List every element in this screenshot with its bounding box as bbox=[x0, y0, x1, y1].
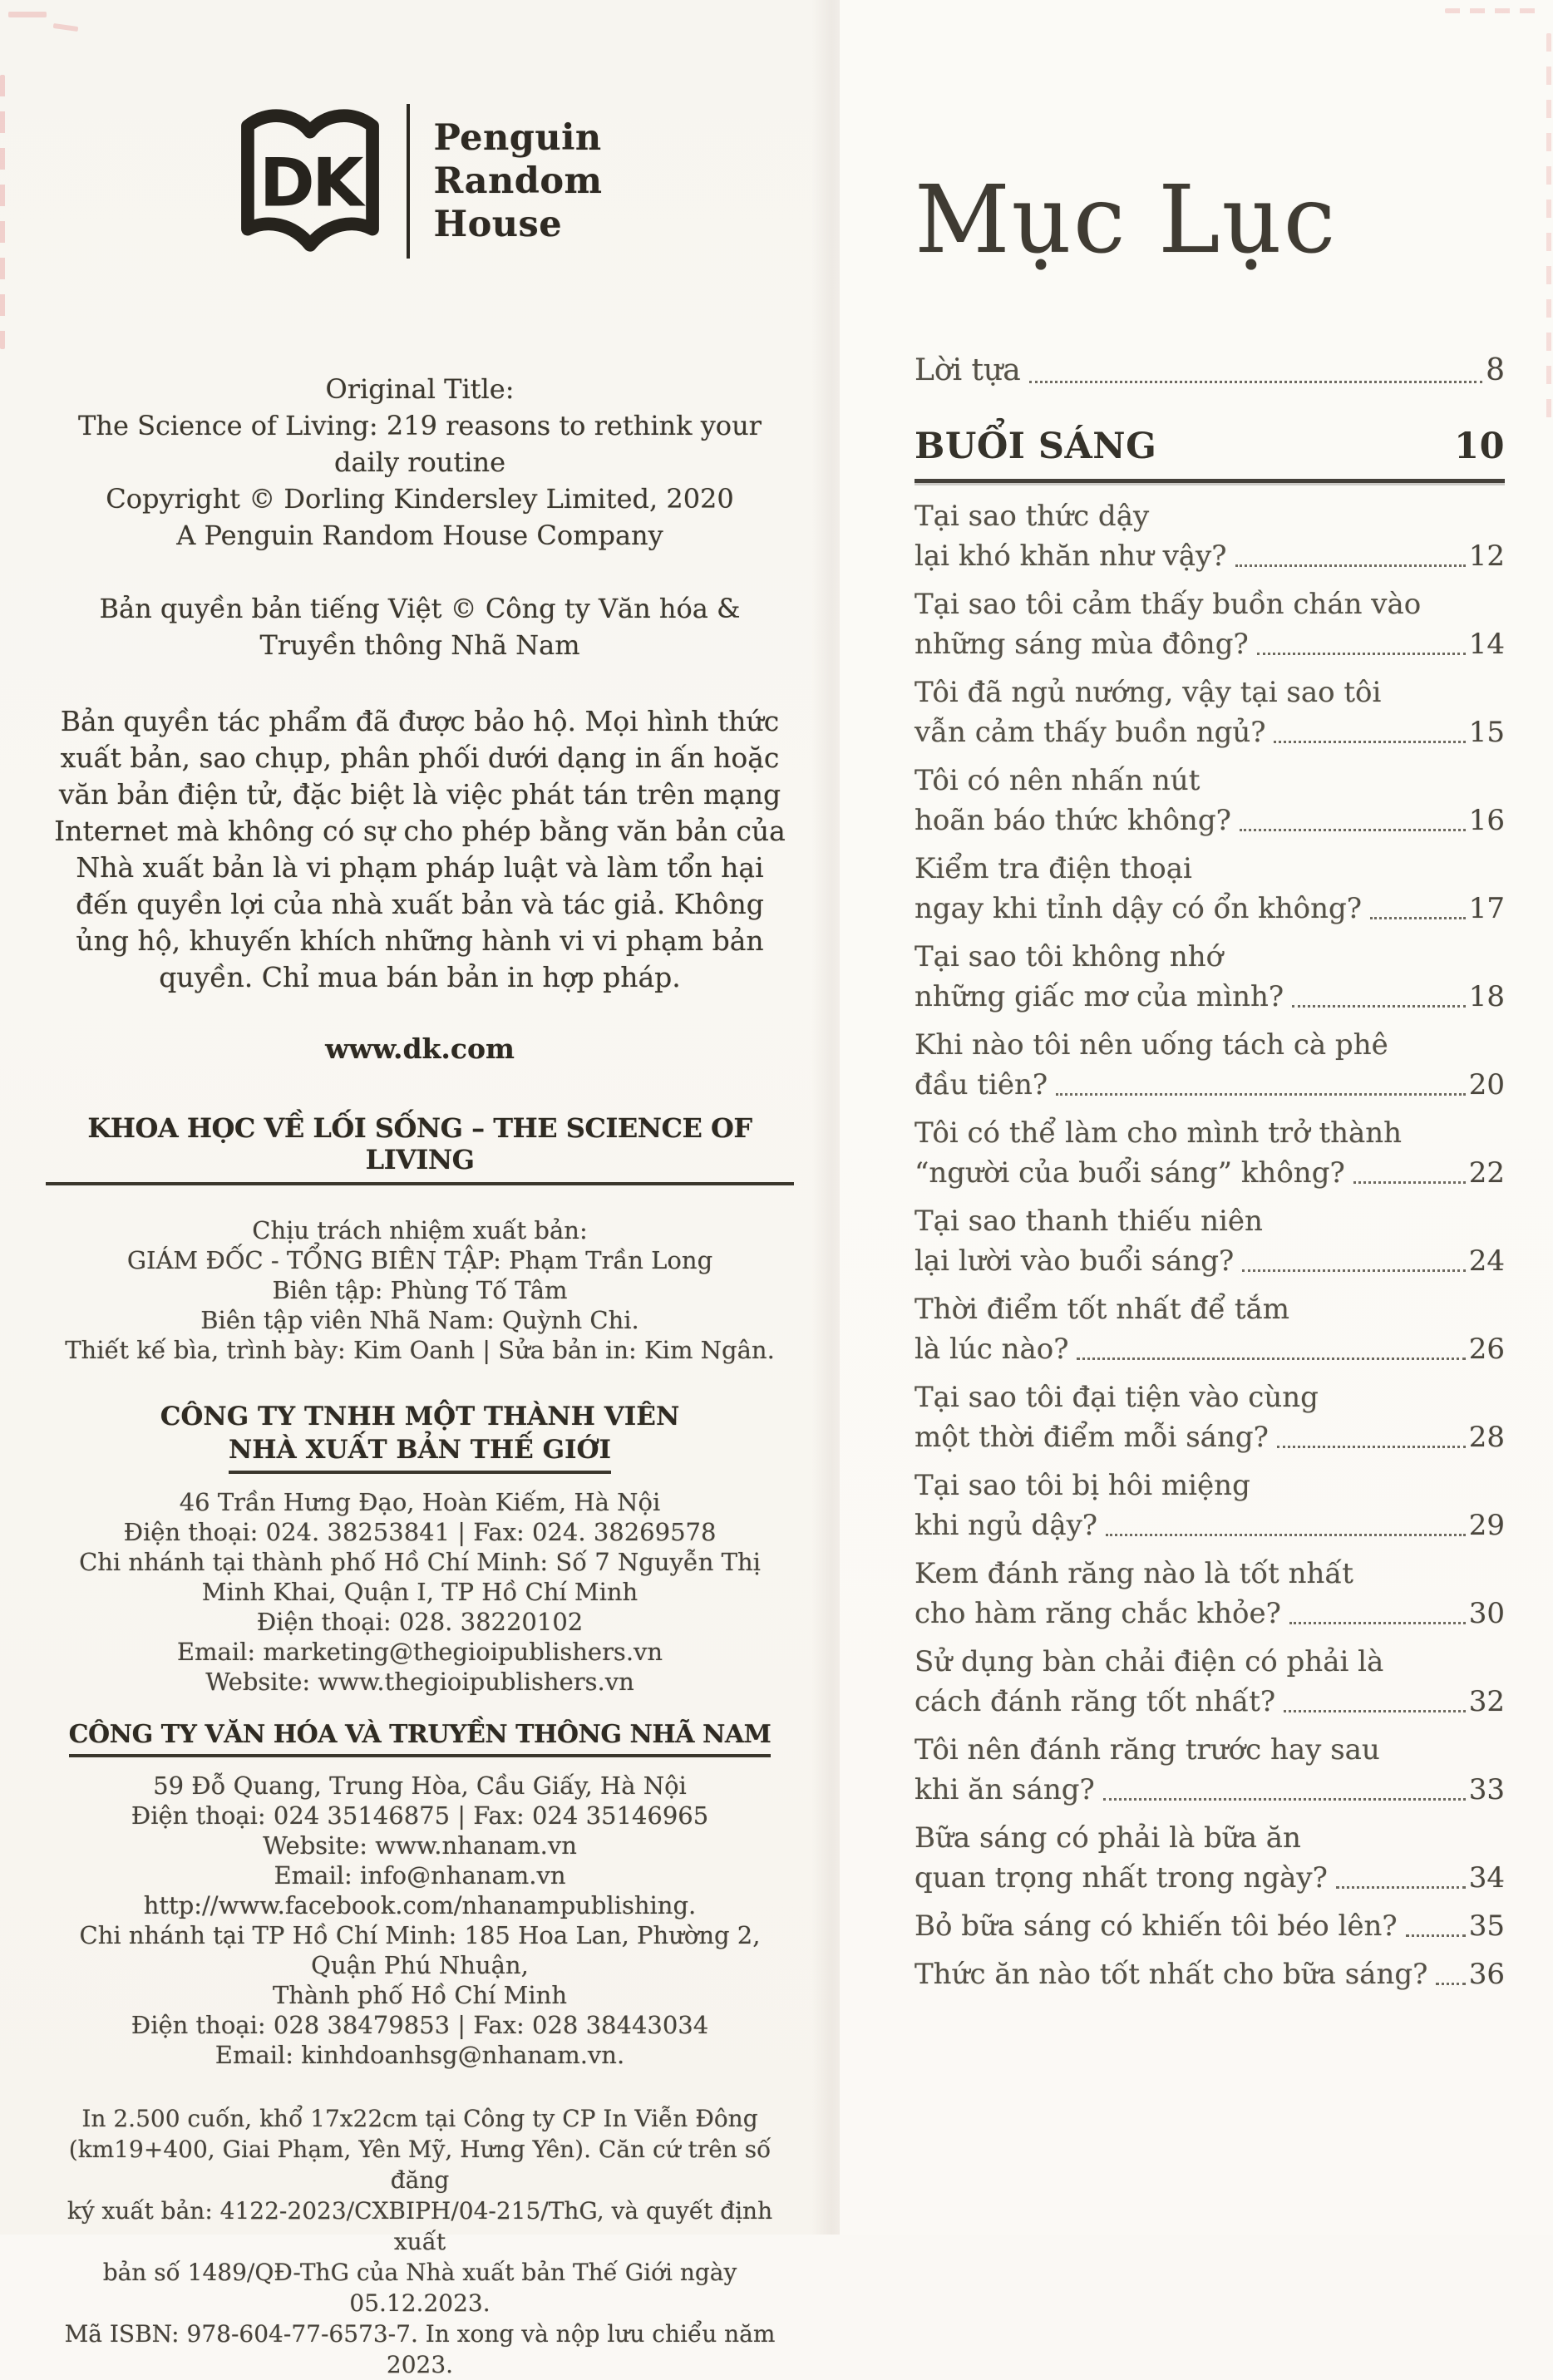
toc-entry bbox=[915, 673, 1505, 752]
toc-entry bbox=[915, 1818, 1505, 1898]
toc-entry-last-line bbox=[915, 1858, 1505, 1898]
preface-label: Lời tựa bbox=[915, 353, 1021, 387]
toc-entry-text: những giấc mơ của mình? bbox=[915, 980, 1284, 1013]
toc-entry bbox=[915, 761, 1505, 840]
dot-leader bbox=[1103, 1798, 1466, 1801]
toc-entry-last-line bbox=[915, 712, 1505, 752]
toc-entry-last-line bbox=[915, 1954, 1505, 1994]
dot-leader bbox=[1240, 829, 1466, 831]
toc-entry bbox=[915, 1466, 1505, 1545]
toc-entry bbox=[915, 937, 1505, 1017]
toc-entry bbox=[915, 1025, 1505, 1105]
toc-entry bbox=[915, 1954, 1505, 1994]
toc-entry-line: Tại sao tôi bị hôi miệng bbox=[915, 1469, 1250, 1502]
vietnamese-rights-block: Bản quyền bản tiếng Việt © Công ty Văn hóa & Truyền thông Nhã Nam bbox=[99, 593, 741, 661]
toc-entry-text: cách đánh răng tốt nhất? bbox=[915, 1685, 1276, 1718]
publisher-thegioi-address: 46 Trần Hưng Đạo, Hoàn Kiếm, Hà Nội Điện thoại: 024. 38253841 | Fax: 024. 38269578 Chi nhánh tại thành phố Hồ Chí Minh: Số 7 Nguyễn Thị Minh Khai, Quận I, TP Hồ Chí Minh Điện thoại: 028. 38220102 Email: marketing@thegioipublishers.vn Website: www.thegioipublishers.vn bbox=[79, 1488, 761, 1696]
toc-entry-text: lại khó khăn như vậy? bbox=[915, 540, 1227, 573]
publisher-nhanam-name: CÔNG TY VĂN HÓA VÀ TRUYỀN THÔNG NHÃ NAM bbox=[46, 1720, 794, 1757]
toc-entry-last-line bbox=[915, 1770, 1505, 1810]
toc-entry-last-line bbox=[915, 1505, 1505, 1545]
toc-entry bbox=[915, 1289, 1505, 1369]
toc-page-number: 34 bbox=[1468, 1861, 1505, 1895]
dot-leader bbox=[1242, 1269, 1465, 1272]
toc-page-number: 36 bbox=[1468, 1958, 1505, 1991]
dot-leader bbox=[1284, 1710, 1466, 1712]
svg-text:DK: DK bbox=[259, 143, 362, 222]
toc-entry-last-line bbox=[915, 801, 1505, 840]
toc-entry-text: cho hàm răng chắc khỏe? bbox=[915, 1597, 1281, 1630]
toc-entry bbox=[915, 1730, 1505, 1810]
toc-entry bbox=[915, 1201, 1505, 1281]
toc-entry-text: Thức ăn nào tốt nhất cho bữa sáng? bbox=[915, 1958, 1428, 1991]
toc-entry-text: lại lười vào buổi sáng? bbox=[915, 1244, 1235, 1278]
toc-page-number: 14 bbox=[1468, 628, 1505, 661]
toc-entry bbox=[915, 1642, 1505, 1722]
original-title-block: Original Title: The Science of Living: 219 reasons to rethink your daily routine Copyright © Dorling Kindersley Limited, 2020 A Penguin Random House Company bbox=[78, 373, 762, 551]
dk-book-logo-icon bbox=[237, 101, 383, 261]
toc-entry-last-line bbox=[915, 1417, 1505, 1457]
dot-leader bbox=[1077, 1358, 1465, 1360]
toc-entry bbox=[915, 496, 1505, 576]
toc-page-number: 29 bbox=[1468, 1509, 1505, 1542]
toc-page-number: 17 bbox=[1468, 892, 1505, 925]
table-of-contents-page bbox=[840, 0, 1553, 2235]
toc-entry-text: khi ăn sáng? bbox=[915, 1773, 1095, 1806]
toc-entry-line: Khi nào tôi nên uống tách cà phê bbox=[915, 1028, 1388, 1062]
toc-entry-last-line bbox=[915, 1906, 1505, 1946]
toc-entry-line: Tại sao tôi đại tiện vào cùng bbox=[915, 1381, 1319, 1414]
print-run-info-block: In 2.500 cuốn, khổ 17x22cm tại Công ty CP In Viễn Đông (km19+400, Giai Phạm, Yên Mỹ, Hưng Yên). Căn cứ trên số đăng ký xuất bản: 4122-2023/CXBIPH/04-215/ThG, và quyết định xuất bản số 1489/QĐ-ThG của Nhà xuất bản Thế Giới ngày 05.12.2023. Mã ISBN: 978-604-77-6573-7. In xong và nộp lưu chiểu năm 2023. bbox=[64, 2105, 776, 2378]
dot-leader bbox=[1257, 653, 1466, 655]
dot-leader bbox=[1353, 1181, 1466, 1184]
dot-leader bbox=[1436, 1983, 1465, 1985]
toc-entry-text: “người của buổi sáng” không? bbox=[915, 1156, 1345, 1190]
toc-entry-line: Tại sao tôi cảm thấy buồn chán vào bbox=[915, 588, 1422, 621]
toc-section-header bbox=[915, 426, 1505, 467]
toc-entry-line: Bữa sáng có phải là bữa ăn bbox=[915, 1821, 1301, 1855]
toc-entry-last-line bbox=[915, 1153, 1505, 1193]
section-page-number: 10 bbox=[1454, 426, 1505, 467]
toc-page-number: 24 bbox=[1468, 1244, 1505, 1278]
scan-mark-top-left bbox=[8, 12, 47, 17]
toc-entry-text: những sáng mùa đông? bbox=[915, 628, 1249, 661]
toc-entry-line: Tại sao thanh thiếu niên bbox=[915, 1205, 1263, 1238]
toc-entry-line: Tại sao tôi không nhớ bbox=[915, 940, 1224, 973]
toc-page-number: 20 bbox=[1468, 1068, 1505, 1101]
toc-entry-text: Bỏ bữa sáng có khiến tôi béo lên? bbox=[915, 1909, 1398, 1943]
toc-page-number: 30 bbox=[1468, 1597, 1505, 1630]
section-divider-rule bbox=[915, 479, 1505, 483]
toc-page-number: 26 bbox=[1468, 1333, 1505, 1366]
toc-entry-text: hoãn báo thức không? bbox=[915, 804, 1231, 837]
toc-entry-last-line bbox=[915, 1065, 1505, 1105]
toc-page-number: 12 bbox=[1468, 540, 1505, 573]
toc-entry bbox=[915, 849, 1505, 929]
toc-entry-line: Thời điểm tốt nhất để tắm bbox=[915, 1293, 1290, 1326]
toc-page-number: 32 bbox=[1468, 1685, 1505, 1718]
toc-page-number: 18 bbox=[1468, 980, 1505, 1013]
toc-preface-row bbox=[915, 349, 1505, 392]
penguin-random-house-wordmark: Penguin Random House bbox=[433, 117, 603, 245]
toc-page-number: 22 bbox=[1468, 1156, 1505, 1190]
dot-leader bbox=[1277, 1446, 1466, 1448]
toc-entry-line: Tại sao thức dậy bbox=[915, 500, 1150, 533]
toc-entry bbox=[915, 1113, 1505, 1193]
publisher-thegioi-name: CÔNG TY TNHH MỘT THÀNH VIÊN NHÀ XUẤT BẢN THẾ GIỚI bbox=[46, 1400, 794, 1474]
toc-entry bbox=[915, 1554, 1505, 1633]
scan-mark-left-edge bbox=[0, 75, 5, 349]
scan-mark-right-edge bbox=[1546, 33, 1551, 432]
toc-entry-text: là lúc nào? bbox=[915, 1333, 1069, 1366]
book-title-heading: KHOA HỌC VỀ LỐI SỐNG – THE SCIENCE OF LIVING bbox=[46, 1112, 794, 1185]
scan-mark-top-right bbox=[1445, 8, 1545, 13]
toc-entry-text: đầu tiên? bbox=[915, 1068, 1048, 1101]
dot-leader bbox=[1289, 1622, 1466, 1624]
section-label: BUỔI SÁNG bbox=[915, 426, 1157, 467]
toc-entry-text: quan trọng nhất trong ngày? bbox=[915, 1861, 1328, 1895]
toc-entry bbox=[915, 584, 1505, 664]
toc-entry-last-line bbox=[915, 1682, 1505, 1722]
toc-entry-line: Kem đánh răng nào là tốt nhất bbox=[915, 1557, 1353, 1590]
toc-entry-line: Kiểm tra điện thoại bbox=[915, 852, 1192, 885]
toc-entry bbox=[915, 1377, 1505, 1457]
preface-page-number: 8 bbox=[1486, 353, 1505, 387]
toc-entry-last-line bbox=[915, 536, 1505, 576]
toc-entry-text: một thời điểm mỗi sáng? bbox=[915, 1421, 1269, 1454]
publisher-nhanam-address: 59 Đỗ Quang, Trung Hòa, Cầu Giấy, Hà Nội Điện thoại: 024 35146875 | Fax: 024 35146965 Website: www.nhanam.vn Email: info@nhanam.vn http://www.facebook.com/nhanampublishing. Chi nhánh tại TP Hồ Chí Minh: 185 Hoa Lan, Phường 2, Quận Phú Nhuận, Thành phố Hồ Chí Minh Điện thoại: 028 38479853 | Fax: 028 38443034 Email: kinhdoanhsg@nhanam.vn. bbox=[79, 1771, 761, 2069]
dot-leader bbox=[1406, 1934, 1466, 1937]
dot-leader bbox=[1370, 917, 1466, 919]
toc-entry-last-line bbox=[915, 889, 1505, 929]
toc-entry-text: vẫn cảm thấy buồn ngủ? bbox=[915, 716, 1266, 749]
dot-leader bbox=[1056, 1093, 1466, 1096]
toc-entry-last-line bbox=[915, 624, 1505, 664]
toc-entry bbox=[915, 1906, 1505, 1946]
dot-leader bbox=[1106, 1534, 1466, 1536]
toc-page-number: 28 bbox=[1468, 1421, 1505, 1454]
toc-page-number: 15 bbox=[1468, 716, 1505, 749]
logo-divider bbox=[407, 104, 410, 259]
dot-leader bbox=[1292, 1005, 1466, 1008]
toc-entry-last-line bbox=[915, 1241, 1505, 1281]
toc-entry-last-line bbox=[915, 977, 1505, 1017]
credits-block: Chịu trách nhiệm xuất bản: GIÁM ĐỐC - TỔNG BIÊN TẬP: Phạm Trần Long Biên tập: Phùng Tố Tâm Biên tập viên Nhã Nam: Quỳnh Chi. Thiết kế bìa, trình bày: Kim Oanh | Sửa bản in: Kim Ngân. bbox=[65, 1216, 775, 1364]
toc-page-number: 35 bbox=[1468, 1909, 1505, 1943]
dk-website-text: www.dk.com bbox=[325, 1032, 515, 1065]
toc-entry-text: ngay khi tỉnh dậy có ổn không? bbox=[915, 892, 1363, 925]
copyright-protection-paragraph: Bản quyền tác phẩm đã được bảo hộ. Mọi hình thức xuất bản, sao chụp, phân phối dưới dạng in ấn hoặc văn bản điện tử, đặc biệt là việc phát tán trên mạng Internet mà không có sự cho phép bằng văn bản của Nhà xuất bản là vi phạm pháp luật và làm tổn hại đến quyền lợi của nhà xuất bản và tác giả. Không ủng hộ, khuyến khích những hành vi vi phạm bản quyền. Chỉ mua bán bản in hợp pháp. bbox=[54, 705, 786, 993]
dot-leader bbox=[1029, 381, 1482, 383]
toc-entry-text: khi ngủ dậy? bbox=[915, 1509, 1098, 1542]
toc-page-number: 16 bbox=[1468, 804, 1505, 837]
toc-entry-line: Tôi đã ngủ nướng, vậy tại sao tôi bbox=[915, 676, 1382, 709]
toc-title: Mục Lục bbox=[915, 166, 1338, 274]
dot-leader bbox=[1274, 741, 1465, 743]
toc-entry-last-line bbox=[915, 1594, 1505, 1633]
toc-entry-line: Tôi nên đánh răng trước hay sau bbox=[915, 1733, 1380, 1767]
toc-page-number: 33 bbox=[1468, 1773, 1505, 1806]
publisher-logo-row bbox=[46, 98, 794, 264]
toc-entry-line: Sử dụng bàn chải điện có phải là bbox=[915, 1645, 1384, 1678]
toc-entry-last-line bbox=[915, 1329, 1505, 1369]
dot-leader bbox=[1336, 1886, 1466, 1889]
toc-list bbox=[915, 496, 1505, 1994]
toc-entry-line: Tôi có thể làm cho mình trở thành bbox=[915, 1116, 1403, 1150]
toc-entry-line: Tôi có nên nhấn nút bbox=[915, 764, 1200, 797]
dot-leader bbox=[1235, 564, 1466, 567]
